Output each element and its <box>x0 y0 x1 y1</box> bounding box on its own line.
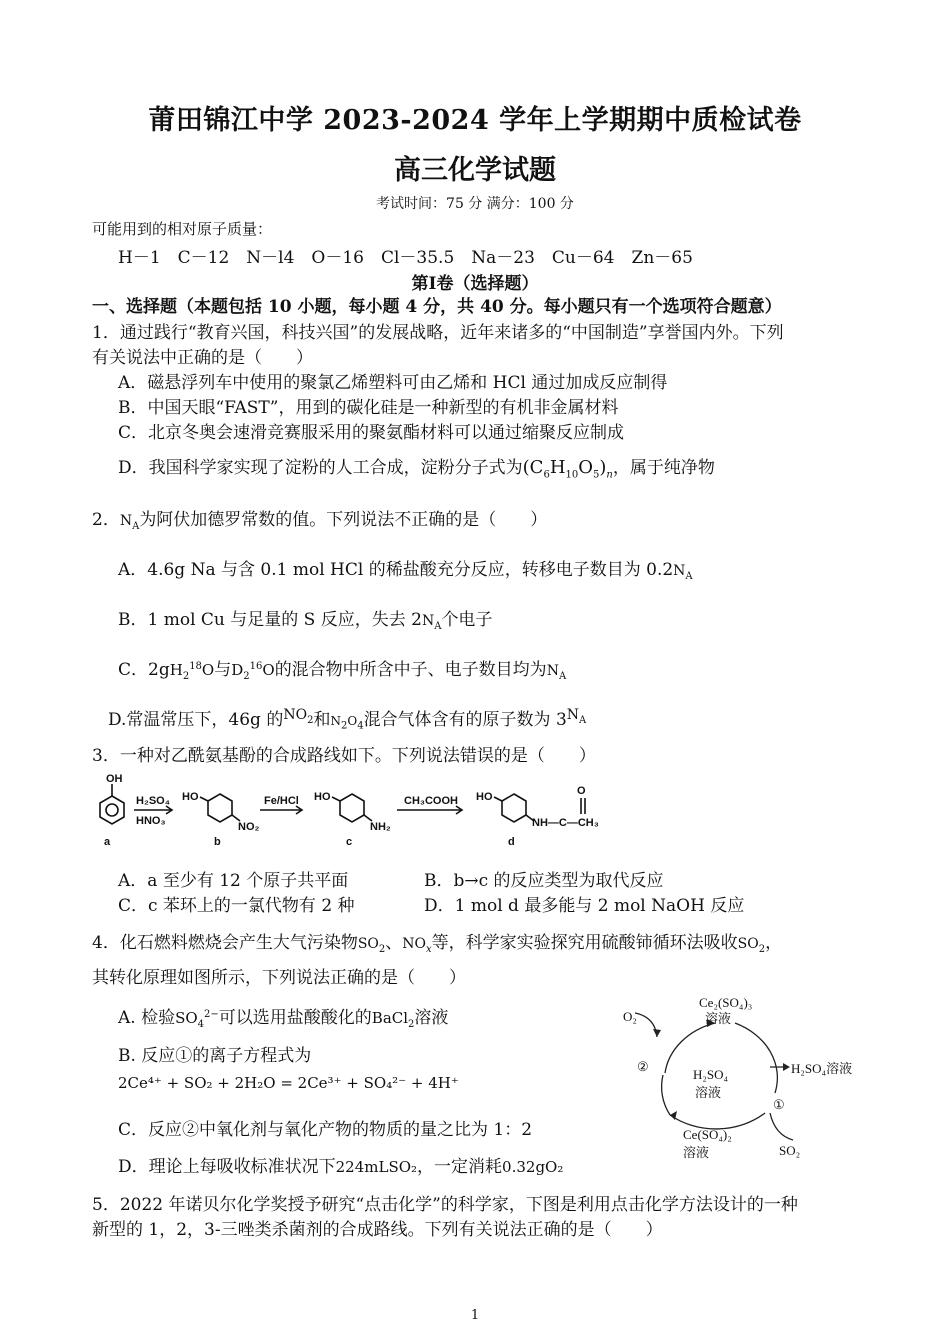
q2-option-a: A．4.6g Na 与含 0.1 mol HCl 的稀盐酸充分反应，转移电子数目为 $0.2N_A$ <box>118 560 693 582</box>
cycle-arc-right <box>735 1023 777 1093</box>
benzene-ring-d <box>502 794 526 822</box>
q3-option-c: C．c 苯环上的一氯代物有 2 种 <box>118 896 355 916</box>
diagram-right-label: H₂SO₄溶液 <box>791 1061 853 1076</box>
page-number: 1 <box>470 1308 480 1323</box>
label-amide: NH—C—CH₃ <box>532 817 599 829</box>
label-oh-a: OH <box>106 773 123 785</box>
q4-stem-line2: 其转化原理如图所示，下列说法正确的是（ ） <box>92 968 466 988</box>
section-title: 一、选择题（本题包括 10 小题，每小题 4 分，共 40 分。每小题只有一个选项符合题意） <box>92 297 782 317</box>
q3-stem: 3．一种对乙酰氨基酚的合成路线如下。下列说法错误的是（ ） <box>92 746 596 766</box>
diagram-center-label: H₂SO₄ <box>693 1067 729 1082</box>
q3-option-a: A．a 至少有 12 个原子共平面 <box>118 871 349 891</box>
reagent-hno3: HNO₃ <box>136 815 166 827</box>
reagent-h2so4: H₂SO₄ <box>136 795 170 807</box>
exam-info: 考试时间：75 分 满分：100 分 <box>376 196 574 212</box>
reagent-fe-hcl: Fe/HCl <box>264 795 299 807</box>
cerium-cycle-diagram <box>615 995 875 1170</box>
label-no2: NO₂ <box>238 821 260 833</box>
label-a: a <box>104 836 111 848</box>
label-b: b <box>214 836 221 848</box>
diagram-bottom-label-2: 溶液 <box>683 1145 710 1160</box>
so2-in-arrow <box>770 1113 793 1140</box>
q1-stem-line1: 1．通过践行“教育兴国，科技兴国”的发展战略，近年来诸多的“中国制造”享誉国内外。下列 <box>92 323 784 343</box>
q2-option-b: B．1 mol Cu 与足量的 S 反应，失去 $2N_A$个电子 <box>118 610 493 632</box>
q4-equation: 2Ce⁴⁺ + SO₂ + 2H₂O = 2Ce³⁺ + SO₄²⁻ + 4H⁺ <box>118 1074 459 1092</box>
q3-option-d: D．1 mol d 最多能与 2 mol NaOH 反应 <box>424 896 745 916</box>
label-o: O <box>577 785 586 797</box>
benzene-ring-b <box>208 794 232 822</box>
reagent-ch3cooh: CH₃COOH <box>404 795 458 807</box>
diagram-o2: O₂ <box>623 1009 637 1024</box>
diagram-center-label-2: 溶液 <box>695 1085 722 1100</box>
label-ho-d: HO <box>476 791 493 803</box>
q4-option-d: D．理论上每吸收标准状况下224mLSO₂，一定消耗0.32gO₂ <box>118 1157 564 1177</box>
diagram-circle-2: ② <box>637 1059 649 1074</box>
exam-subtitle: 高三化学试题 <box>394 155 556 186</box>
q2-option-c: C．$2gH_2^{18}O$与$D_2^{16}O$的混合物中所含中子、电子数目均为$N_A$ <box>118 660 567 682</box>
benzene-ring-a <box>100 796 124 824</box>
q4-option-b: B. 反应①的离子方程式为 <box>118 1046 312 1066</box>
synthesis-route-figure <box>92 770 652 852</box>
label-ho-c: HO <box>314 791 331 803</box>
q5-stem-line2: 新型的 1，2，3-三唑类杀菌剂的合成路线。下列有关说法正确的是（ ） <box>92 1220 663 1240</box>
o2-arrow <box>635 1013 657 1037</box>
label-ho-b: HO <box>182 791 199 803</box>
q1-option-d: D．我国科学家实现了淀粉的人工合成，淀粉分子式为$(C_6H_{10}O_5)_n$，属于纯净物 <box>118 457 715 481</box>
q4-option-a: A. 检验$SO_4^{2-}$可以选用盐酸酸化的BaCl$_2$溶液 <box>118 1008 449 1030</box>
q4-stem-line1: 4．化石燃料燃烧会产生大气污染物$SO_2$、$NO_x$等，科学家实验探究用硫酸铈循环法吸收$SO_2$， <box>92 933 783 955</box>
q4-option-c: C．反应②中氧化剂与氧化产物的物质的量之比为 1：2 <box>118 1120 533 1140</box>
diagram-bottom-label: Ce(SO₄)₂ <box>683 1127 732 1142</box>
diagram-circle-1: ① <box>773 1097 785 1112</box>
diagram-so2: SO₂ <box>779 1143 801 1158</box>
q1-stem-line2: 有关说法中正确的是（ ） <box>92 348 313 368</box>
volume-title: 第Ⅰ卷（选择题） <box>411 274 539 294</box>
atomic-mass-label: 可能用到的相对原子质量： <box>92 220 273 238</box>
q2-option-d: D.常温常压下，46g 的$^{NO_2}$和$N_2O_4$混合气体含有的原子数为 $3^{N_A}$ <box>108 707 587 732</box>
label-nh2: NH₂ <box>370 821 391 833</box>
starch-formula: $(C_6H_{10}O_5)_n$ <box>522 457 613 481</box>
label-c: c <box>346 836 353 848</box>
q1-option-a: A．磁悬浮列车中使用的聚氯乙烯塑料可由乙烯和 HCl 通过加成反应制得 <box>118 373 668 393</box>
diagram-top-label-2: 溶液 <box>705 1011 732 1026</box>
exam-title: 莆田锦江中学 2023-2024 学年上学期期中质检试卷 <box>148 105 802 136</box>
atomic-mass-values: H－1 C－12 N－l4 O－16 Cl－35.5 Na－23 Cu－64 Zn－65 <box>118 248 693 268</box>
q2-stem: 2．$N_A$为阿伏加德罗常数的值。下列说法不正确的是（ ） <box>92 510 548 532</box>
q5-stem-line1: 5．2022 年诺贝尔化学奖授予研究“点击化学”的科学家，下图是利用点击化学方法设计的一种 <box>92 1195 798 1215</box>
q3-option-b: B．b→c 的反应类型为取代反应 <box>424 871 664 891</box>
q1-option-c: C．北京冬奥会速滑竞赛服采用的聚氨酯材料可以通过缩聚反应制成 <box>118 423 625 443</box>
q1-option-b: B．中国天眼“FAST”，用到的碳化硅是一种新型的有机非金属材料 <box>118 398 619 418</box>
label-d: d <box>508 836 515 848</box>
benzene-ring-c <box>340 794 364 822</box>
diagram-top-label: Ce₂(SO₄)₃ <box>699 995 753 1010</box>
cycle-arc-left-top <box>665 1023 715 1073</box>
